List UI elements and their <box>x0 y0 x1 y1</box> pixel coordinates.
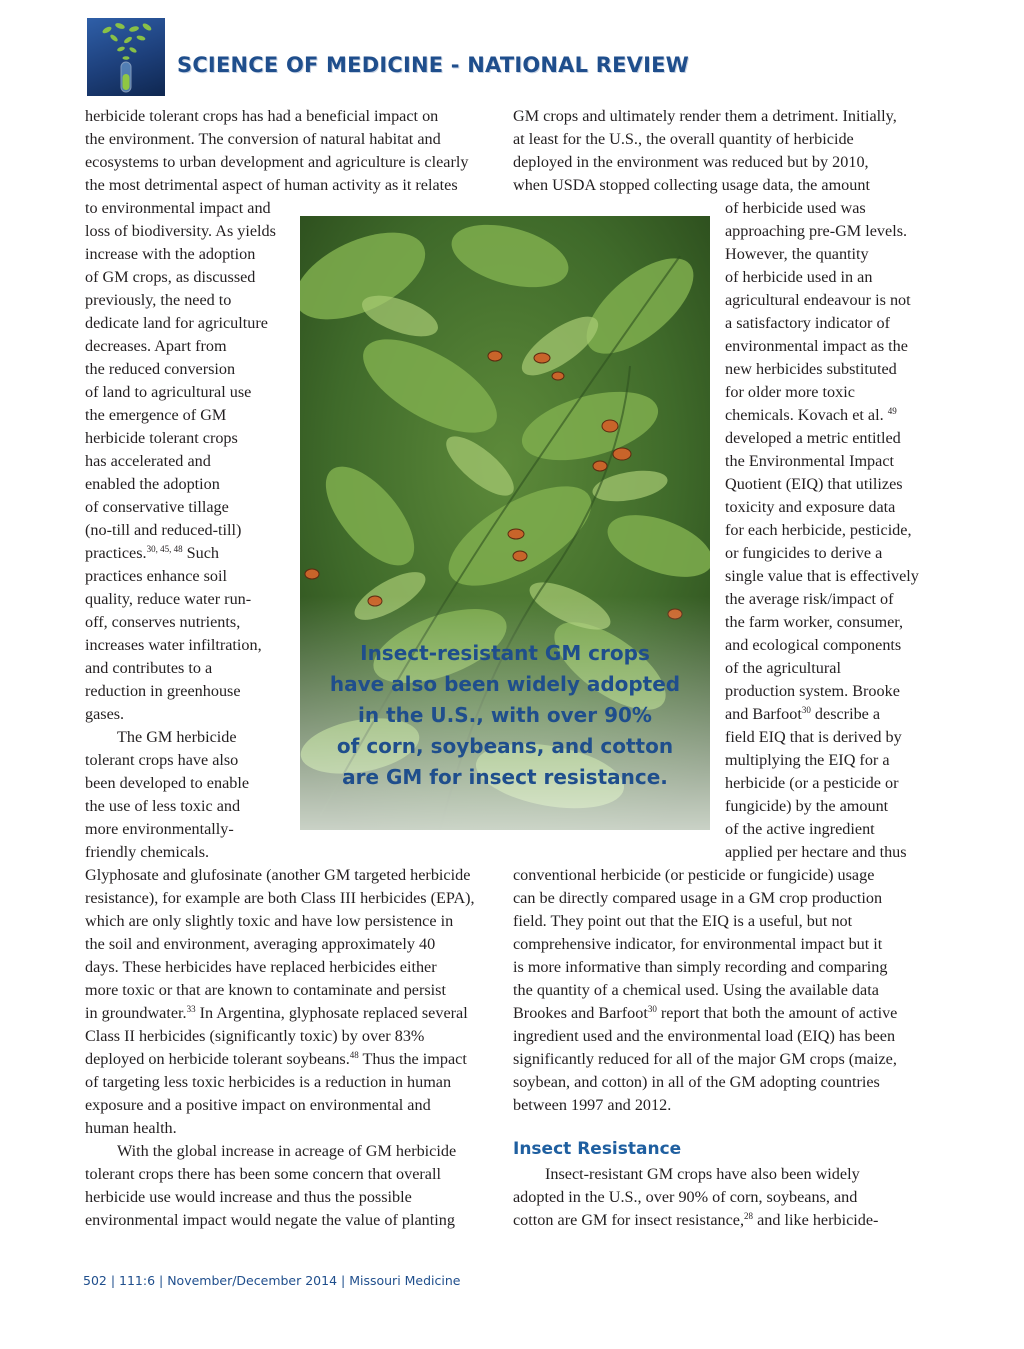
text-run: deployed on herbicide tolerant soybeans. <box>85 1050 350 1068</box>
body-text-line: of land to agricultural use <box>85 383 252 401</box>
body-text-line: (no-till and reduced-till) <box>85 521 242 539</box>
text-run: chemicals. Kovach et al. <box>725 406 888 424</box>
body-text-line <box>513 1209 878 1232</box>
body-text-line: is more informative than simply recording and comparing <box>513 958 888 976</box>
body-text-line: deployed in the environment was reduced but by 2010, <box>513 153 869 171</box>
body-text-line: Class II herbicides (significantly toxic) by over 83% <box>85 1027 425 1045</box>
body-text-line: significantly reduced for all of the major GM crops (maize, <box>513 1050 897 1068</box>
body-text-line: GM crops and ultimately render them a detriment. Initially, <box>513 107 897 125</box>
body-text-line: friendly chemicals. <box>85 843 210 861</box>
body-text-line: soybean, and cotton) in all of the GM adopting countries <box>513 1073 880 1091</box>
body-text-line: when USDA stopped collecting usage data, the amount <box>513 176 870 194</box>
body-text-line: single value that is effectively <box>725 567 919 585</box>
body-text-line: fungicide) by the amount <box>725 797 889 815</box>
citation-superscript: 33 <box>186 1004 196 1014</box>
body-text-line: days. These herbicides have replaced herbicides either <box>85 958 437 976</box>
body-text-line: the quantity of a chemical used. Using the available data <box>513 981 879 999</box>
body-text-line: environmental impact as the <box>725 337 908 355</box>
body-text-line: With the global increase in acreage of GM herbicide <box>117 1142 457 1160</box>
body-text-line: new herbicides substituted <box>725 360 897 378</box>
body-text-line: the use of less toxic and <box>85 797 241 815</box>
body-text-line: the reduced conversion <box>85 360 236 378</box>
citation-superscript: 49 <box>887 406 897 416</box>
body-text-line: herbicide tolerant crops <box>85 429 238 447</box>
body-text-line: adopted in the U.S., over 90% of corn, soybeans, and <box>513 1188 858 1206</box>
body-text-line: However, the quantity <box>725 245 869 263</box>
citation-superscript: 28 <box>744 1211 754 1221</box>
body-text-line: conventional herbicide (or pesticide or fungicide) usage <box>513 866 875 884</box>
citation-superscript: 30, 45, 48 <box>146 544 183 554</box>
body-text-line: exposure and a positive impact on environmental and <box>85 1096 431 1114</box>
body-text-line: enabled the adoption <box>85 475 220 493</box>
body-text-line: been developed to enable <box>85 774 250 792</box>
text-run: and like herbicide- <box>753 1211 879 1229</box>
body-text-line: between 1997 and 2012. <box>513 1096 672 1114</box>
text-run: describe a <box>810 705 881 723</box>
body-text-line: has accelerated and <box>85 452 211 470</box>
body-text-line: developed a metric entitled <box>725 429 901 447</box>
body-text-line: approaching pre-GM levels. <box>725 222 908 240</box>
body-text-line: herbicide (or a pesticide or <box>725 774 899 792</box>
body-text-line: the soil and environment, averaging approximately 40 <box>85 935 436 953</box>
body-text-line: and ecological components <box>725 636 902 654</box>
body-text-line <box>725 404 897 427</box>
body-text-line <box>513 1002 897 1025</box>
body-text-line <box>85 1002 468 1025</box>
caption-line: in the U.S., with over 90% <box>358 703 652 727</box>
body-text-line: production system. Brooke <box>725 682 900 700</box>
body-text-line: increases water infiltration, <box>85 636 262 654</box>
body-text-line: previously, the need to <box>85 291 232 309</box>
citation-superscript: 48 <box>349 1050 359 1060</box>
body-text-line: off, conserves nutrients, <box>85 613 241 631</box>
body-text-line: reduction in greenhouse <box>85 682 241 700</box>
body-text-line: to environmental impact and <box>85 199 271 217</box>
body-text-line: more toxic or that are known to contaminate and persist <box>85 981 446 999</box>
body-text-line: resistance), for example are both Class III herbicides (EPA), <box>85 889 475 907</box>
body-text-line: loss of biodiversity. As yields <box>85 222 276 240</box>
journal-title: SCIENCE OF MEDICINE - NATIONAL REVIEW <box>177 53 690 77</box>
body-text-line: dedicate land for agriculture <box>85 314 268 332</box>
body-text-line: the emergence of GM <box>85 406 227 424</box>
body-text-line: field. They point out that the EIQ is a useful, but not <box>513 912 853 930</box>
body-text-line: The GM herbicide <box>117 728 237 746</box>
body-text-line: toxicity and exposure data <box>725 498 896 516</box>
body-text-line: increase with the adoption <box>85 245 256 263</box>
body-text-line: ingredient used and the environmental load (EIQ) has been <box>513 1027 896 1045</box>
text-run: Such <box>182 544 219 562</box>
body-text-line: can be directly compared usage in a GM crop production <box>513 889 883 907</box>
body-text-line: human health. <box>85 1119 177 1137</box>
caption-line: Insect-resistant GM crops <box>360 641 650 665</box>
body-text-line: of the active ingredient <box>725 820 875 838</box>
body-text-line: and contributes to a <box>85 659 213 677</box>
section-heading: Insect Resistance <box>513 1139 682 1159</box>
body-text-line: practices enhance soil <box>85 567 228 585</box>
body-text-line: the environment. The conversion of natural habitat and <box>85 130 441 148</box>
body-text-line: more environmentally- <box>85 820 234 838</box>
body-text-line: decreases. Apart from <box>85 337 227 355</box>
citation-superscript: 30 <box>801 705 811 715</box>
body-text-line: applied per hectare and thus <box>725 843 907 861</box>
body-text-line: gases. <box>85 705 125 723</box>
caption-line: of corn, soybeans, and cotton <box>336 734 674 758</box>
text-run: in groundwater. <box>85 1004 187 1022</box>
text-run: and Barfoot <box>725 705 802 723</box>
body-text-line: comprehensive indicator, for environmental impact but it <box>513 935 883 953</box>
body-text-line: agricultural endeavour is not <box>725 291 911 309</box>
text-run: In Argentina, glyphosate replaced several <box>195 1004 468 1022</box>
body-text-line: tolerant crops have also <box>85 751 239 769</box>
text-run: Brookes and Barfoot <box>513 1004 648 1022</box>
body-text-line: for older more toxic <box>725 383 855 401</box>
body-text-line: a satisfactory indicator of <box>725 314 890 332</box>
body-text-line <box>85 1048 467 1071</box>
body-text-line <box>725 703 880 726</box>
body-text-line: of GM crops, as discussed <box>85 268 256 286</box>
body-text-line: of herbicide used was <box>725 199 866 217</box>
page-footer: 502 | 111:6 | November/December 2014 | Missouri Medicine <box>83 1273 461 1288</box>
body-text-line: quality, reduce water run- <box>85 590 252 608</box>
body-text-line: the farm worker, consumer, <box>725 613 904 631</box>
text-run: report that both the amount of active <box>656 1004 898 1022</box>
photo-caption <box>300 638 710 793</box>
body-text-line: the most detrimental aspect of human activity as it relates <box>85 176 458 194</box>
body-text-line <box>85 542 219 565</box>
body-text-line: of herbicide used in an <box>725 268 873 286</box>
citation-superscript: 30 <box>647 1004 657 1014</box>
body-text-line: multiplying the EIQ for a <box>725 751 890 769</box>
body-text-line: of conservative tillage <box>85 498 229 516</box>
body-text-line: herbicide use would increase and thus the possible <box>85 1188 412 1206</box>
body-text-line: tolerant crops there has been some concern that overall <box>85 1165 441 1183</box>
body-text-line: Insect-resistant GM crops have also been widely <box>545 1165 860 1183</box>
body-text-line: field EIQ that is derived by <box>725 728 902 746</box>
body-text-line: Quotient (EIQ) that utilizes <box>725 475 903 493</box>
text-run: Thus the impact <box>358 1050 467 1068</box>
body-text-line: the Environmental Impact <box>725 452 895 470</box>
body-text-line: at least for the U.S., the overall quantity of herbicide <box>513 130 854 148</box>
body-text-line: environmental impact would negate the value of planting <box>85 1211 455 1229</box>
body-text-line: Glyphosate and glufosinate (another GM targeted herbicide <box>85 866 471 884</box>
body-text-line: herbicide tolerant crops has had a beneficial impact on <box>85 107 439 125</box>
text-run: practices. <box>85 544 147 562</box>
caption-line: have also been widely adopted <box>329 672 681 696</box>
body-text-line: or fungicides to derive a <box>725 544 883 562</box>
journal-logo <box>87 18 165 96</box>
body-text-line: the average risk/impact of <box>725 590 894 608</box>
body-text-line: ecosystems to urban development and agriculture is clearly <box>85 153 469 171</box>
body-text-line: for each herbicide, pesticide, <box>725 521 912 539</box>
caption-line: are GM for insect resistance. <box>342 765 668 789</box>
text-run: cotton are GM for insect resistance, <box>513 1211 745 1229</box>
body-text-line: of targeting less toxic herbicides is a reduction in human <box>85 1073 452 1091</box>
body-text-line: which are only slightly toxic and have low persistence in <box>85 912 454 930</box>
body-text-line: of the agricultural <box>725 659 841 677</box>
